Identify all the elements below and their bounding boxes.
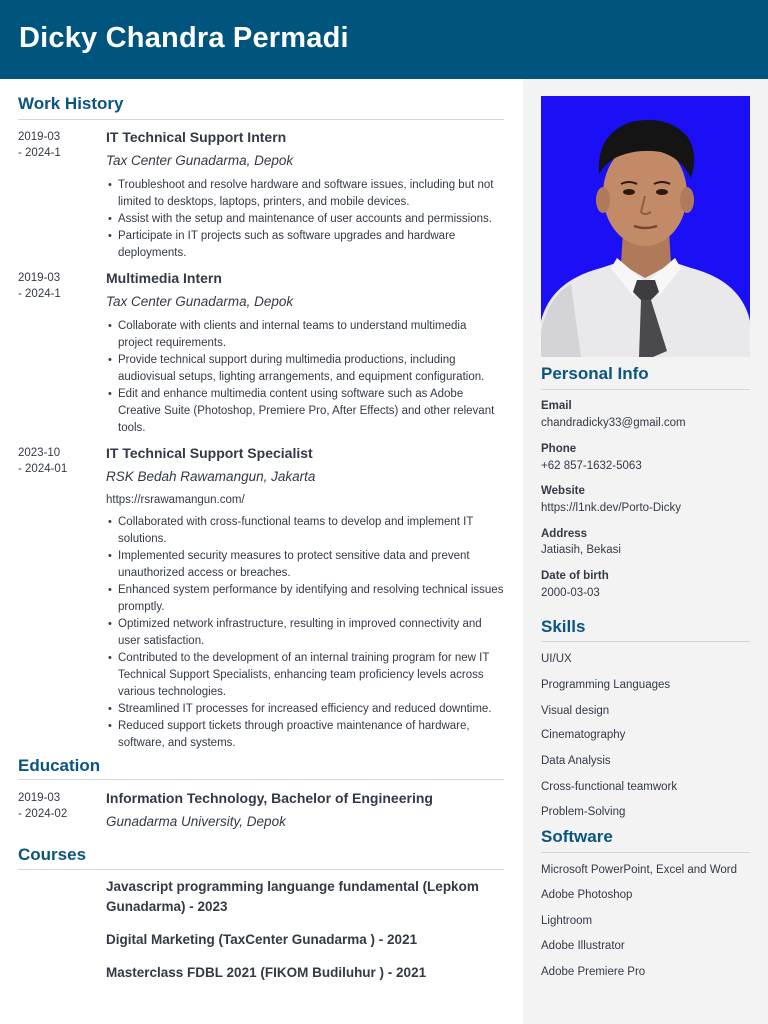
duty-text: Contributed to the development of an internal training program for new IT Technical Support Specialists, enhancing team proficiency levels across various technologies. (118, 652, 490, 698)
company-name: Tax Center Gunadarma, Depok (106, 153, 294, 168)
entry-dates (18, 270, 98, 302)
duty-text: Collaborate with clients and internal teams to understand multimedia project requirements. (118, 320, 467, 349)
date-end: - 2024-01 (18, 463, 68, 475)
bullet-icon: • (108, 720, 112, 732)
duty-text: Streamlined IT processes for increased efficiency and reduced downtime. (118, 703, 492, 715)
duty-text: Edit and enhance multimedia content using software such as Adobe Creative Suite (Photoshop, Premiere Pro, After Effects) and other relevant tools. (118, 388, 495, 434)
skill-item: Data Analysis (541, 755, 611, 767)
list-item (108, 616, 504, 650)
skill-item: UI/UX (541, 653, 572, 665)
person-portrait-icon (541, 96, 750, 357)
bullet-icon: • (108, 516, 112, 528)
list-item (108, 211, 504, 228)
duty-text: Assist with the setup and maintenance of user accounts and permissions. (118, 213, 492, 225)
address-label: Address (541, 528, 588, 540)
duty-text: Implemented security measures to protect sensitive data and prevent unauthorized access or breaches. (118, 550, 470, 579)
skill-item: Problem-Solving (541, 806, 626, 818)
courses-title: Courses (18, 845, 87, 864)
list-item (108, 352, 504, 386)
skill-item: Programming Languages (541, 679, 671, 691)
date-end: - 2024-02 (18, 808, 68, 820)
bullet-icon: • (108, 652, 112, 664)
email-label: Email (541, 400, 572, 412)
date-end: - 2024-1 (18, 147, 61, 159)
list-item (108, 514, 504, 548)
list-item (108, 650, 504, 701)
skill-item: Visual design (541, 705, 610, 717)
website-label: Website (541, 485, 585, 497)
date-start: 2019-03 (18, 272, 61, 284)
list-item (108, 318, 504, 352)
date-end: - 2024-1 (18, 288, 61, 300)
dob-label: Date of birth (541, 570, 609, 582)
bullet-icon: • (108, 320, 112, 332)
section-divider (18, 779, 504, 780)
course-item: Javascript programming languange fundamental (Lepkom Gunadarma) - 2023 (106, 879, 479, 914)
course-item: Digital Marketing (TaxCenter Gunadarma ) - 2021 (106, 932, 418, 947)
job-title: Multimedia Intern (106, 270, 222, 286)
duty-list (108, 514, 504, 752)
entry-dates (18, 129, 98, 161)
entry-dates (18, 790, 98, 822)
personal-info-title: Personal Info (541, 364, 649, 383)
address-value: Jatiasih, Bekasi (541, 544, 621, 556)
bullet-icon: • (108, 230, 112, 242)
list-item (108, 228, 504, 262)
duty-text: Troubleshoot and resolve hardware and software issues, including but not limited to desktops, laptops, printers, and mobile devices. (118, 179, 494, 208)
company-name: RSK Bedah Rawamangun, Jakarta (106, 469, 316, 484)
duty-text: Enhanced system performance by identifying and resolving technical issues promptly. (118, 584, 504, 613)
list-item (108, 548, 504, 582)
degree-title: Information Technology, Bachelor of Engineering (106, 790, 433, 806)
job-title: IT Technical Support Intern (106, 129, 287, 145)
software-item: Adobe Photoshop (541, 889, 633, 901)
duty-text: Reduced support tickets through proactive maintenance of hardware, software, and systems. (118, 720, 470, 749)
duty-text: Provide technical support during multimedia productions, including audiovisual setups, lighting arrangements, and equipment configuration. (118, 354, 485, 383)
candidate-name: Dicky Chandra Permadi (19, 22, 349, 54)
duty-text: Optimized network infrastructure, resulting in improved connectivity and user satisfaction. (118, 618, 482, 647)
job-title: IT Technical Support Specialist (106, 445, 313, 461)
company-website-link[interactable]: https://rsrawamangun.com/ (106, 494, 245, 506)
section-divider (18, 869, 504, 870)
bullet-icon: • (108, 618, 112, 630)
software-item: Microsoft PowerPoint, Excel and Word (541, 864, 738, 876)
skill-item: Cross-functional teamwork (541, 781, 678, 793)
bullet-icon: • (108, 354, 112, 366)
software-item: Adobe Premiere Pro (541, 966, 646, 978)
phone-label: Phone (541, 443, 577, 455)
bullet-icon: • (108, 584, 112, 596)
bullet-icon: • (108, 388, 112, 400)
software-item: Adobe Illustrator (541, 940, 625, 952)
list-item (108, 177, 504, 211)
company-name: Tax Center Gunadarma, Depok (106, 294, 294, 309)
software-title: Software (541, 827, 613, 846)
website-value[interactable]: https://l1nk.dev/Porto-Dicky (541, 502, 681, 514)
bullet-icon: • (108, 179, 112, 191)
skill-item: Cinematography (541, 729, 626, 741)
software-item: Lightroom (541, 915, 593, 927)
list-item (108, 701, 504, 718)
phone-value[interactable]: +62 857-1632-5063 (541, 460, 642, 472)
date-start: 2019-03 (18, 131, 61, 143)
bullet-icon: • (108, 703, 112, 715)
section-divider (541, 852, 750, 853)
date-start: 2019-03 (18, 792, 61, 804)
header-banner (0, 0, 768, 79)
skills-title: Skills (541, 617, 586, 636)
profile-photo (541, 96, 750, 357)
bullet-icon: • (108, 213, 112, 225)
dob-value: 2000-03-03 (541, 587, 600, 599)
list-item (108, 386, 504, 437)
work-history-title: Work History (18, 94, 124, 113)
list-item (108, 582, 504, 616)
list-item (108, 718, 504, 752)
duty-text: Participate in IT projects such as software upgrades and hardware deployments. (118, 230, 456, 259)
section-divider (18, 119, 504, 120)
duty-list (108, 318, 504, 437)
education-title: Education (18, 756, 101, 775)
section-divider (541, 641, 750, 642)
bullet-icon: • (108, 550, 112, 562)
section-divider (541, 389, 750, 390)
school-name: Gunadarma University, Depok (106, 814, 286, 829)
date-start: 2023-10 (18, 447, 61, 459)
course-item: Masterclass FDBL 2021 (FIKOM Budiluhur ) - 2021 (106, 965, 427, 980)
duty-text: Collaborated with cross-functional teams to develop and implement IT solutions. (118, 516, 474, 545)
entry-dates (18, 445, 98, 477)
email-value[interactable]: chandradicky33@gmail.com (541, 417, 686, 429)
duty-list (108, 177, 504, 262)
